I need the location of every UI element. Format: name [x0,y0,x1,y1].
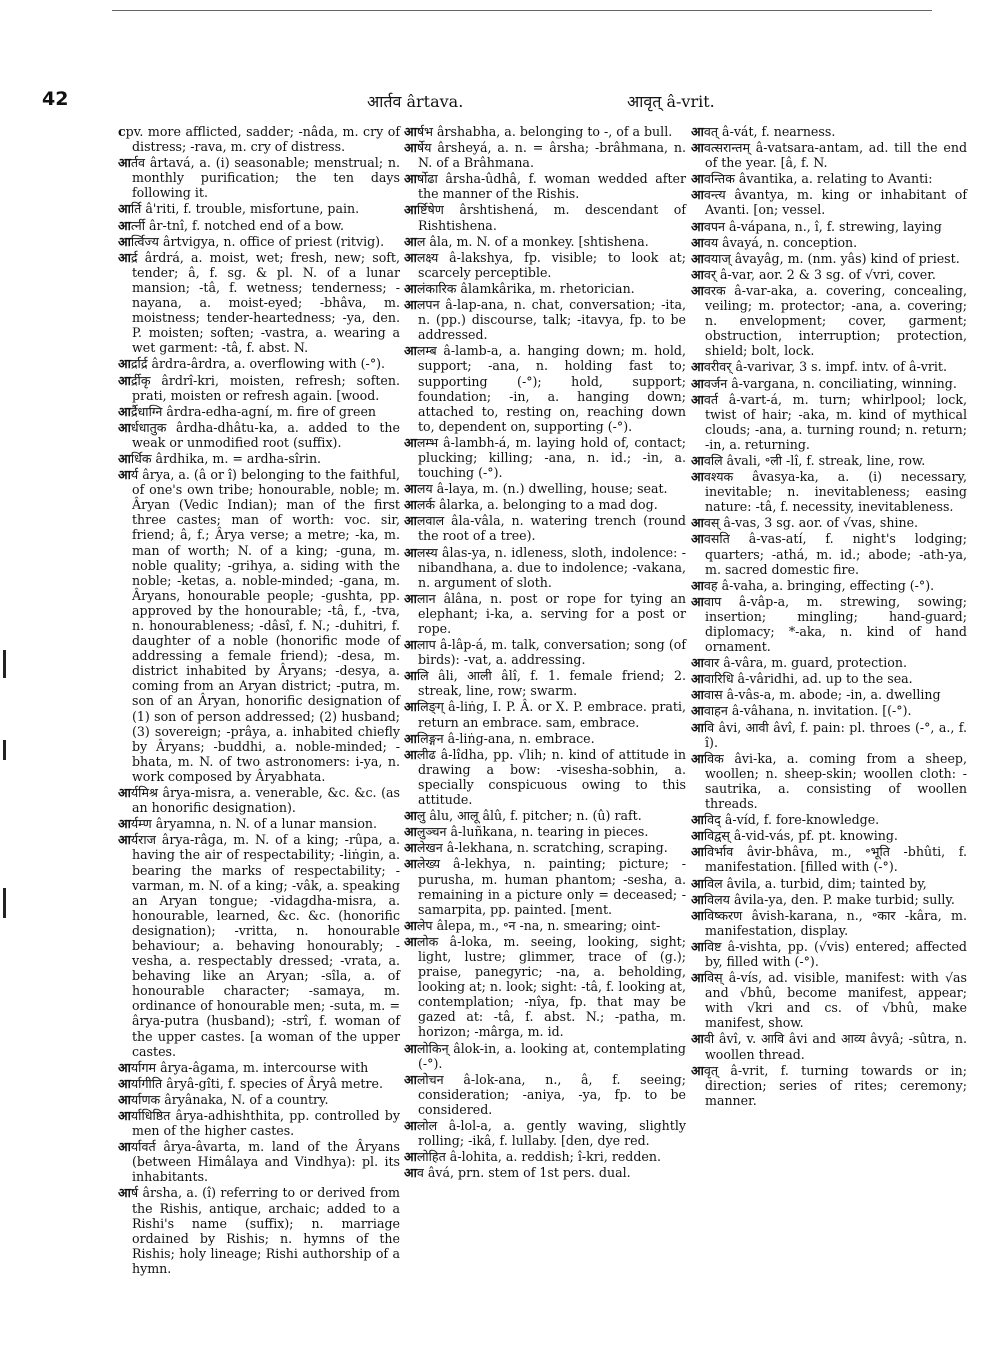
dictionary-entry: आर्यमिश्र ârya-misra, a. venerable, &c. &c. (as an honorific designation). [118,785,400,816]
dictionary-entry: आलवाल âla-vâla, n. watering trench (round the root of a tree). [404,513,686,544]
dictionary-entry: आलेखन â-lekhana, n. scratching, scraping. [404,840,668,856]
dictionary-entry: आर्धिक ârdhika, m. = ardha-sîrin. [118,450,322,466]
dictionary-entry: आवृत् â-vrit, f. turning towards or in; direction; series of rites; ceremony; manner. [691,1062,967,1108]
dictionary-entry: आर्द्रीकृ ârdrî-kri, moisten, refresh; soften. prati, moisten or refresh again. [wood. [118,372,400,403]
dictionary-entry: आर्त्नी âr-tnî, f. notched end of a bow. [118,217,344,233]
dictionary-entry: आवसति â-vas-atí, f. night's lodging; quarters; -athá, m. id.; abode; -ath-ya, m. sacred domestic fire. [691,531,967,577]
dictionary-entry: आविद्वस् â-vid-vás, pf. pt. knowing. [691,828,898,844]
dictionary-entry: आलान âlâna, n. post or rope for tying an elephant; i-ka, a. serving for a post or rope. [404,590,686,636]
dictionary-entry: आर्यराज ârya-râga, m. N. of a king; -rûpa, a. having the air of respectability; -liṅgin, a. bearing the marks of respectability; -varman, m. N. of a king; -vâk, a. speaking an Aryan tongue; -vidagdha-misra, a. honourable, learned, &c. &c. (honorific designation); -vritta, n. honourable behaviour; a. behaving honourably; -vesha, a. respectably dressed; -vrata, a. behaving like an Aryan; -sîla, a. of honourable character; -samaya, m. ordinance of honourable men; -suta, m. = ârya-putra (husband); -strî, f. woman of the upper castes. [a woman of the upper castes. [118,832,400,1059]
dictionary-entry: आवि âvi, आवी âvî, f. pain: pl. throes (-°, a., f. î). [691,719,967,750]
dictionary-entry: आर्षभ ârshabha, a. belonging to -, of a bull. [404,124,673,139]
dictionary-entry: आविक âvi-ka, a. coming from a sheep, woollen; n. sheep-skin; woollen cloth: -sautrika, a. consisting of woollen threads. [691,750,967,812]
margin-mark [3,740,6,760]
page-number: 42 [42,88,69,110]
dictionary-entry: आलाप â-lâp-á, m. talk, conversation; song (of birds): -vat, a. addressing. [404,637,686,668]
dictionary-entry: आवर्त â-vart-á, m. turn; whirlpool; lock, twist of hair; -aka, m. kind of mythical clouds; -ana, a. turning round; n. return; -in, a. returning. [691,391,967,452]
dictionary-entry: आलोक â-loka, m. seeing, looking, sight; light, lustre; glimmer, trace of (g.); praise, panegyric; -na, a. beholding, looking at; n. look; sight: -tâ, f. looking at, contemplation; -nîya, fp. that may be gazed at: -tâ, f. abst. N.; -patha, m. horizon; -mârga, m. id. [404,933,686,1040]
dictionary-entry: आवश्यक âvasya-ka, a. (i) necessary, inevitable; n. inevitableness; easing nature: -tâ, f. necessity, inevitableness. [691,469,967,515]
dictionary-entry: आलपन â-lap-ana, n. chat, conversation; -ita, n. (pp.) discourse, talk; -itavya, fp. to be addressed. [404,297,686,343]
dictionary-entry: आवरक â-var-aka, a. covering, concealing, veiling; m. protector; -ana, a. covering; n. envelopment; cover, garment; obstruction, interruption; protection, shield; bolt, lock. [691,282,967,359]
dictionary-entry: आवारिधि â-vâridhi, ad. up to the sea. [691,671,913,687]
dictionary-entry: आलोहित â-lohita, a. reddish; î-kri, redden. [404,1149,661,1165]
dictionary-entry: आर्याधिष्ठित ârya-adhishthita, pp. controlled by men of the higher castes. [118,1108,400,1139]
dictionary-entry: आवह â-vaha, a. bringing, effecting (-°). [691,577,935,593]
dictionary-entry: आवार â-vâra, m. guard, protection. [691,655,907,671]
dictionary-entry: आर्यागीति âryâ-gîti, f. species of Âryâ metre. [118,1075,383,1091]
dictionary-entry: आवाप â-vâp-a, m. strewing, sowing; insertion; mingling; hand-guard; diplomacy; *-aka, n. kind of hand ornament. [691,593,967,655]
page-header [42,88,972,118]
dictionary-entry: आर्य ârya, a. (â or î) belonging to the faithful, of one's own tribe; honourable, noble; m. Âryan (Vedic Indian); man of the first three castes; man of worth: voc. sir, friend; â, f.; Ârya verse; a metre; -ka, m. man of worth; N. of a king; -guna, m. noble quality; -grihya, a. siding with the noble; -ketas, a. noble-minded; -gana, m. Âryans, honourable people; -gushta, pp. approved by the honourable; -tâ, f., -tva, n. honourableness; -dâsî, f. N.; -duhitri, f. daughter of a noble (honorific mode of addressing a female friend); -desa, m. district inhabited by Âryans; -desya, a. coming from an Aryan district; -putra, m. son of an Âryan, honorific designation of (1) son of person addressed; (2) husband; (3) sovereign; -prâya, a. inhabited chiefly by Âryans; -buddhi, a. noble-minded; -bhata, m. N. of two astronomers: i-ya, n. work composed by Âryabhata. [118,467,400,784]
dictionary-entry: आवय âvayá, n. conception. [691,234,858,250]
dictionary-entry: आलम्भ â-lambh-á, m. laying hold of, contact; plucking; killing; -ana, n. id.; -in, a. touching (-°). [404,434,686,481]
dictionary-entry: आलि âli, आली âlî, f. 1. female friend; 2. streak, line, row; swarm. [404,668,686,699]
dictionary-entry: आलेख्य â-lekhya, n. painting; picture; -purusha, m. human phantom; -sesha, a. remaining in a picture only = deceased; -samarpita, pp. painted. [ment. [404,856,686,917]
dictionary-entry: आवपन â-vápana, n., î, f. strewing, laying [691,218,942,234]
dictionary-entry: आवरीवर् â-varivar, 3 s. impf. intv. of â-vrit. [691,359,947,375]
margin-mark [3,888,6,918]
dictionary-entry: आवयाज् âvayâg, m. (nm. yâs) kind of priest. [691,250,960,266]
dictionary-entry: आलंकारिक âlamkârika, m. rhetorician. [404,280,635,296]
dictionary-entry: आवलि âvali, ॰ली -lî, f. streak, line, row. [691,452,926,468]
dictionary-entry: आलस्य âlas-ya, n. idleness, sloth, indolence: -nibandhana, a. due to indolence; -vakana, n. argument of sloth. [404,544,686,590]
dictionary-entry: आलु âlu, आलू âlû, f. pitcher; n. (û) raft. [404,808,642,824]
dictionary-entry: आविस् â-vís, ad. visible, manifest: with √as and √bhû, become manifest, appear; with √kri and cs. of √bhû, make manifest, show. [691,970,967,1031]
dictionary-entry: आर्द्र ârdrá, a. moist, wet; fresh, new; soft, tender; â, f. sg. & pl. N. of a lunar mansion; -tâ, f. wetness; tenderness; -nayana, a. moist-eyed; -bhâva, m. moistness; tender-heartedness; -ya, den. P. moisten; soften; -vastra, a. wearing a wet garment: -tâ, f. abst. N. [118,249,400,356]
dictionary-entry: आवन्त्य âvantya, m. king or inhabitant of Avanti. [on; vessel. [691,187,967,218]
dictionary-entry: आव âvá, prn. stem of 1st pers. dual. [404,1165,631,1181]
dictionary-entry: आलोचन â-lok-ana, n., â, f. seeing; consideration; -aniya, -ya, fp. to be considered. [404,1071,686,1117]
dictionary-entry: आवास â-vâs-a, m. abode; -in, a. dwelling [691,687,941,703]
dictionary-entry: आल âla, m. N. of a monkey. [shtishena. [404,233,649,249]
dictionary-entry: cpv. more afflicted, sadder; -nâda, m. cry of distress; -rava, m. cry of distress. [118,124,400,155]
dictionary-entry: आविलय âvila-ya, den. P. make turbid; sully. [691,891,955,907]
column-2 [404,124,686,1181]
running-head-left: आर्तव ârtava. [367,92,464,111]
dictionary-entry: आविष्ट â-vishta, pp. (√vis) entered; affected by, filled with (-°). [691,938,967,969]
dictionary-entry: आर्द्रैधाग्नि ârdra-edha-agní, m. fire of green [118,403,377,419]
dictionary-entry: आर्यम्ण âryamna, n. N. of a lunar mansion. [118,816,378,832]
dictionary-entry: आविष्करण âvish-karana, n., ॰कार -kâra, m. manifestation, display. [691,907,967,938]
dictionary-entry: आर्त्विज्य ârtvigya, n. office of priest (ritvig). [118,233,385,249]
dictionary-entry: आवन्तिक âvantika, a. relating to Avanti: [691,171,933,187]
dictionary-entry: आलोल â-lol-a, a. gently waving, slightly rolling; -ikâ, f. lullaby. [den, dye red. [404,1118,686,1149]
dictionary-entry: आवत् â-vát, f. nearness. [691,124,836,139]
dictionary-entry: आवत्सरान्तम् â-vatsara-antam, ad. till the end of the year. [â, f. N. [691,140,967,171]
dictionary-entry: आर्षोढा ârsha-ûdhâ, f. woman wedded after the manner of the Rishis. [404,171,686,202]
dictionary-entry: आर्द्रार्द्र ârdra-ârdra, a. overflowing with (-°). [118,356,386,372]
dictionary-entry: आर्ष ârsha, a. (î) referring to or derived from the Rishis, antique, archaic; added to a Rishi's name (suffix); n. marriage ordained by Rishis; n. hymns of the Rishis; holy lineage; Rishi authorship of a hymn. [118,1185,400,1276]
running-head-right: आवृत् â-vrit. [627,92,715,111]
dictionary-entry: आलय â-laya, m. (n.) dwelling, house; seat. [404,481,668,497]
dictionary-entry: आर्धधातुक ârdha-dhâtu-ka, a. added to the weak or unmodified root (suffix). [118,419,400,450]
dictionary-entry: आवस् â-vas, 3 sg. aor. of √vas, shine. [691,515,919,531]
dictionary-entry: आलोकिन् âlok-in, a. looking at, contemplating (-°). [404,1040,686,1071]
dictionary-entry: आर्ति â'riti, f. trouble, misfortune, pain. [118,201,360,217]
dictionary-entry: आर्षेय ârsheyá, a. n. = ârsha; -brâhmana, n. N. of a Brâhmana. [404,140,686,171]
dictionary-entry: आलेप âlepa, m., ॰न -na, n. smearing; oint- [404,917,661,933]
dictionary-entry: आर्यावर्त ârya-âvarta, m. land of the Âryans (between Himâlaya and Vindhya): pl. its inhabitants. [118,1139,400,1185]
dictionary-entry: आर्ष्टिषेण ârshtishená, m. descendant of Rishtishena. [404,202,686,233]
dictionary-entry: आवी âvî, v. आवि âvi and आव्य âvyâ; -sûtra, n. woollen thread. [691,1031,967,1062]
dictionary-entry: आलिङ्गन â-liṅg-ana, n. embrace. [404,730,595,746]
margin-mark [3,650,6,678]
dictionary-entry: आलम्ब â-lamb-a, a. hanging down; m. hold, support; -ana, n. holding fast to; supporting (-°); hold, support; foundation; -in, a. hanging down; attached to, resting on, reaching down to, dependent on, supporting (-°). [404,343,686,434]
dictionary-entry: आवर्जन â-vargana, n. conciliating, winning. [691,375,957,391]
dictionary-entry: आर्तव ârtavá, a. (i) seasonable; menstrual; n. monthly purification; the ten days following it. [118,155,400,201]
dictionary-entry: आलिङ्ग् â-liṅg, I. P. Â. or X. P. embrace. prati, return an embrace. sam, embrace. [404,699,686,730]
dictionary-entry: आविद् â-víd, f. fore-knowledge. [691,812,880,828]
column-3 [691,124,967,1109]
dictionary-entry: आलुञ्चन â-luñkana, n. tearing in pieces. [404,824,649,840]
top-rule [112,10,932,11]
dictionary-entry: आलीढ â-lîdha, pp. √lih; n. kind of attitude in drawing a bow: -visesha-sobhin, a. specially conspicuous owing to this attitude. [404,746,686,808]
dictionary-entry: आविर्भाव âvir-bhâva, m., ॰भूति -bhûti, f. manifestation. [filled with (-°). [691,844,967,875]
dictionary-entry: आवर् â-var, aor. 2 & 3 sg. of √vri, cover. [691,266,936,282]
column-1 [118,124,400,1277]
dictionary-entry: आलक्ष्य â-lakshya, fp. visible; to look at; scarcely perceptible. [404,249,686,280]
dictionary-entry: आविल âvila, a. turbid, dim; tainted by, [691,875,927,891]
dictionary-entry: आलर्क âlarka, a. belonging to a mad dog. [404,497,658,513]
dictionary-entry: आर्याणक âryânaka, N. of a country. [118,1091,329,1107]
dictionary-entry: आवाहन â-vâhana, n. invitation. [(-°). [691,703,912,719]
dictionary-entry: आर्यागम ârya-âgama, m. intercourse with [118,1059,369,1075]
